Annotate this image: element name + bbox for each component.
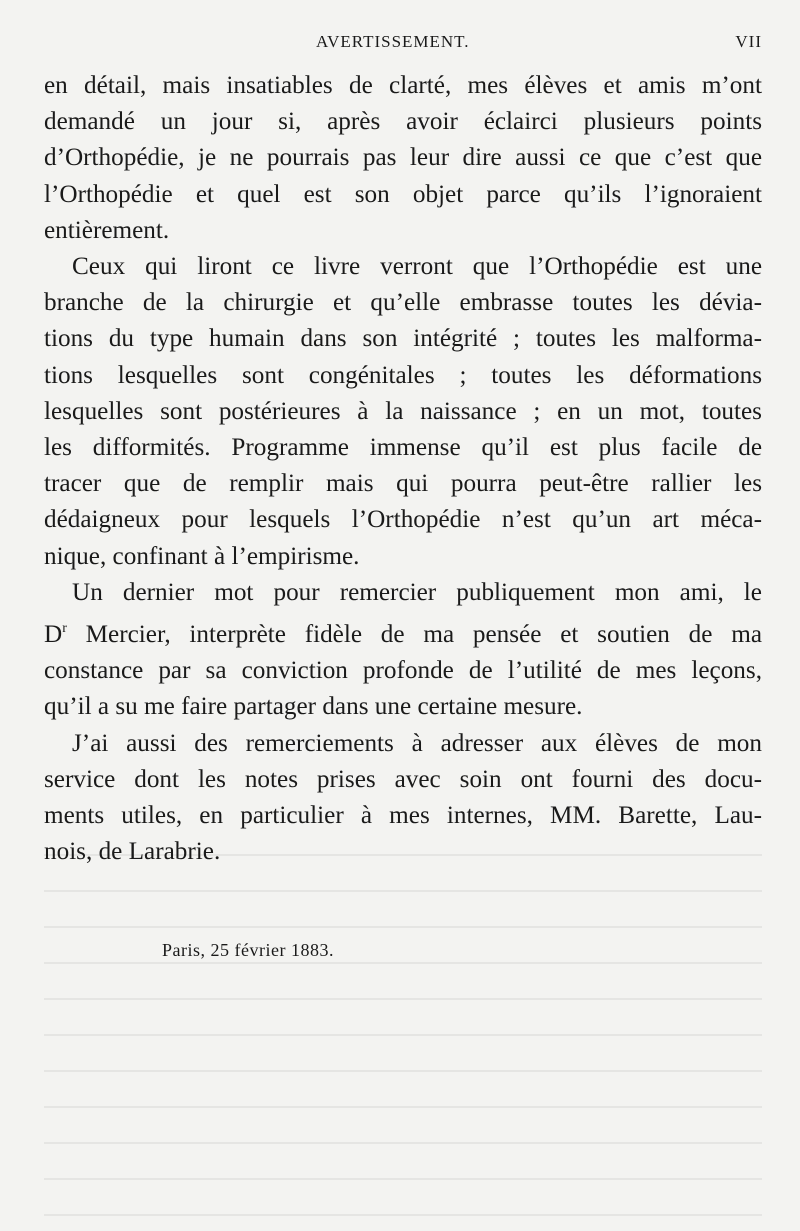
text-line: dédaigneux pour lesquels l’Orthopédie n’est qu’un art méca-: [44, 506, 762, 534]
paragraph-2: [44, 249, 762, 575]
body-text: [44, 68, 762, 870]
paragraph-4: [44, 726, 762, 871]
text-line: l’Orthopédie et quel est son objet parce qu’ils l’ignoraient: [44, 180, 762, 208]
text-line: Un dernier mot pour remercier publiquement mon ami, le: [72, 578, 762, 606]
text-line: demandé un jour si, après avoir éclairci plusieurs points: [44, 108, 762, 136]
running-head: AVERTISSEMENT.: [316, 32, 470, 51]
dateline: Paris, 25 février 1883.: [162, 940, 334, 960]
page-header: [0, 32, 800, 58]
text-line: en détail, mais insatiables de clarté, mes élèves et amis m’ont: [44, 72, 762, 99]
text-line: lesquelles sont postérieures à la naissance ; en un mot, toutes: [44, 397, 762, 425]
text-line: les difformités. Programme immense qu’il est plus facile de: [44, 434, 762, 462]
text-line: nique, confinant à l’empirisme.: [44, 542, 360, 570]
text-line: tracer que de remplir mais qui pourra peut-être rallier les: [44, 470, 762, 498]
text-line: tions du type humain dans son intégrité ; toutes les malforma-: [44, 325, 762, 353]
text-line: J’ai aussi des remerciements à adresser aux élèves de mon: [72, 729, 762, 757]
paragraph-1: [44, 68, 762, 249]
text-line: qu’il a su me faire partager dans une certaine mesure.: [44, 693, 583, 721]
abbrev-superscript: r: [62, 621, 67, 637]
text-line: entièrement.: [44, 216, 170, 244]
paragraph-3: [44, 575, 762, 726]
text-line: tions lesquelles sont congénitales ; toutes les déformations: [44, 361, 762, 389]
text-line: ments utiles, en particulier à mes internes, MM. Barette, Lau-: [44, 802, 762, 830]
abbrev-dr: [44, 621, 67, 648]
text-line: nois, de Larabrie.: [44, 838, 221, 866]
page-number: VII: [735, 32, 762, 51]
text-line: constance par sa conviction profonde de l’utilité de mes leçons,: [44, 657, 762, 685]
text-line: Ceux qui liront ce livre verront que l’Orthopédie est une: [72, 253, 762, 281]
show-through-texture: [44, 830, 762, 1220]
text-line-with-abbrev: [44, 611, 762, 653]
abbrev-letter: D: [44, 621, 63, 649]
text-line: branche de la chirurgie et qu’elle embrasse toutes les dévia-: [44, 289, 762, 317]
text-line: Mercier, interprète fidèle de ma pensée et soutien de ma: [85, 621, 762, 649]
text-line: service dont les notes prises avec soin ont fourni des docu-: [44, 765, 762, 793]
text-line: d’Orthopédie, je ne pourrais pas leur dire aussi ce que c’est que: [44, 144, 762, 172]
